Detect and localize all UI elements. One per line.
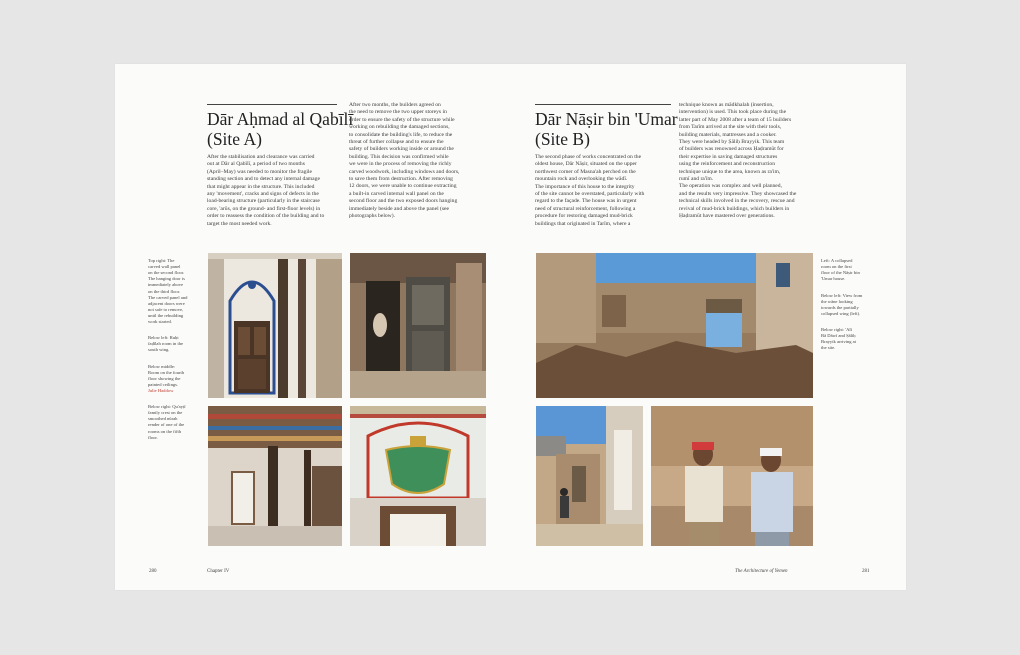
heading-rule-left <box>207 104 337 105</box>
photo-doorway-removal <box>350 253 486 398</box>
site-b-column-1: The second phase of works concentrated on the oldest house, Dār Nāṣir, situated on the upper northwest corner of Masna'ah perched on the mountain rock and overlooking the wādī. The importance of this house to the integrity of the site cannot be overstated, particularly with regard to the façade. The house was in urgent need of structural reinforcement, following a procedure for restoring damaged mud-brick buildings that originated in Tarīm, where a <box>535 154 645 227</box>
page-number-left: 280 <box>149 569 157 574</box>
photo-collapsed-room <box>536 253 813 398</box>
site-a-column-1: After the stabilisation and clearance was carried out at Dār al Qabīlī, a period of two months (April–May) was needed to monitor the fragile standing section and to detect any internal damage that might appear in the structure. This included any 'movement', cracks and signs of defects in the load-bearing structure (particularly in the staircase core, 'arūs, on the ground- and first-floor levels) in order to reassess the condition of the building and to target the most needed work. <box>207 154 325 227</box>
site-b-heading: Dār Nāṣir bin 'Umar (Site B) <box>535 109 678 149</box>
caption-collapsed-room: Left: A collapsed room on the first floor of the Nāṣir bin 'Umar house. <box>821 258 860 282</box>
page-number-right: 281 <box>862 569 870 574</box>
caption-faḍīlah-room: Below left: Ruḥt faḍīlah room in the south wing. <box>148 335 184 353</box>
left-captions <box>148 252 200 451</box>
photo-view-from-wane <box>536 406 643 546</box>
photo-carved-wall-panel <box>208 253 342 398</box>
caption-carved-panel: Top right: The carved wall panel on the second floor. The hanging door is immediately above on the third floor. The carved panel and adjacent doors were not safe to remove, until the rebuilding work started. <box>148 258 188 325</box>
site-b-column-2: technique known as mādkhalah (insertion, intervention) is used. This took place during the latter part of May 2008 after a team of 15 builders from Tarīm arrived at the site with their tools, building materials, mattresses and a cooker. They were headed by Ṣāliḥ Brayyik. This team of builders was renowned across Ḥaḍramūt for their expertise in saving damaged structures using the reinforcement and reconstruction technique unique to the area, known as ra'im, rumī and ra'īm. The operation was complex and well planned, and the results very impressive. They showcased the technical skills involved in the recovery, rescue and revival of mud-brick buildings, which builders in Ḥaḍramūt have mastered over generations. <box>679 102 797 220</box>
right-captions <box>821 252 877 362</box>
site-a-column-2: After two months, the builders agreed on the need to remove the two upper storeys in order to ensure the safety of the structure while working on rebuilding the damaged sections, to consolidate the building's life, to reduce the threat of further collapse and to ensure the safety of builders working inside or around the building. This decision was confirmed while we were in the process of removing the richly carved woodwork, including windows and doors, to save them from destruction. After removing 12 doors, we were unable to continue extracting a built-in carved internal wall panel on the second floor and the two exposed doors hanging immediately beside and above the panel (see photographs below). <box>349 102 460 220</box>
caption-family-crest: Below right: Qu'ayṭī family crest on the smoothed nūrah render of one of the rooms on the fifth floor. <box>148 404 186 440</box>
site-a-heading: Dār Aḥmad al Qabīlī (Site A) <box>207 109 354 149</box>
running-head-right: The Architecture of Yemen <box>735 569 788 574</box>
running-head-left: Chapter IV <box>207 569 230 574</box>
photo-credit: Julie Haddow <box>148 387 174 393</box>
caption-view-from-wane: Below left: View from the wāne looking towards the partially collapsed wing (left). <box>821 292 863 316</box>
book-spread <box>115 64 906 590</box>
heading-rule-right <box>535 104 671 105</box>
caption-builders-arriving: Below right: 'Alī Bā Dāwī and Ṣāliḥ Brayyik arriving at the site. <box>821 327 856 351</box>
photo-fadilah-room <box>208 406 342 546</box>
caption-painted-ceilings: Below middle: Room on the fourth floor showing the painted ceilings. Julie Haddow <box>148 363 185 393</box>
photo-family-crest <box>350 406 486 546</box>
photo-builders-arriving <box>651 406 813 546</box>
